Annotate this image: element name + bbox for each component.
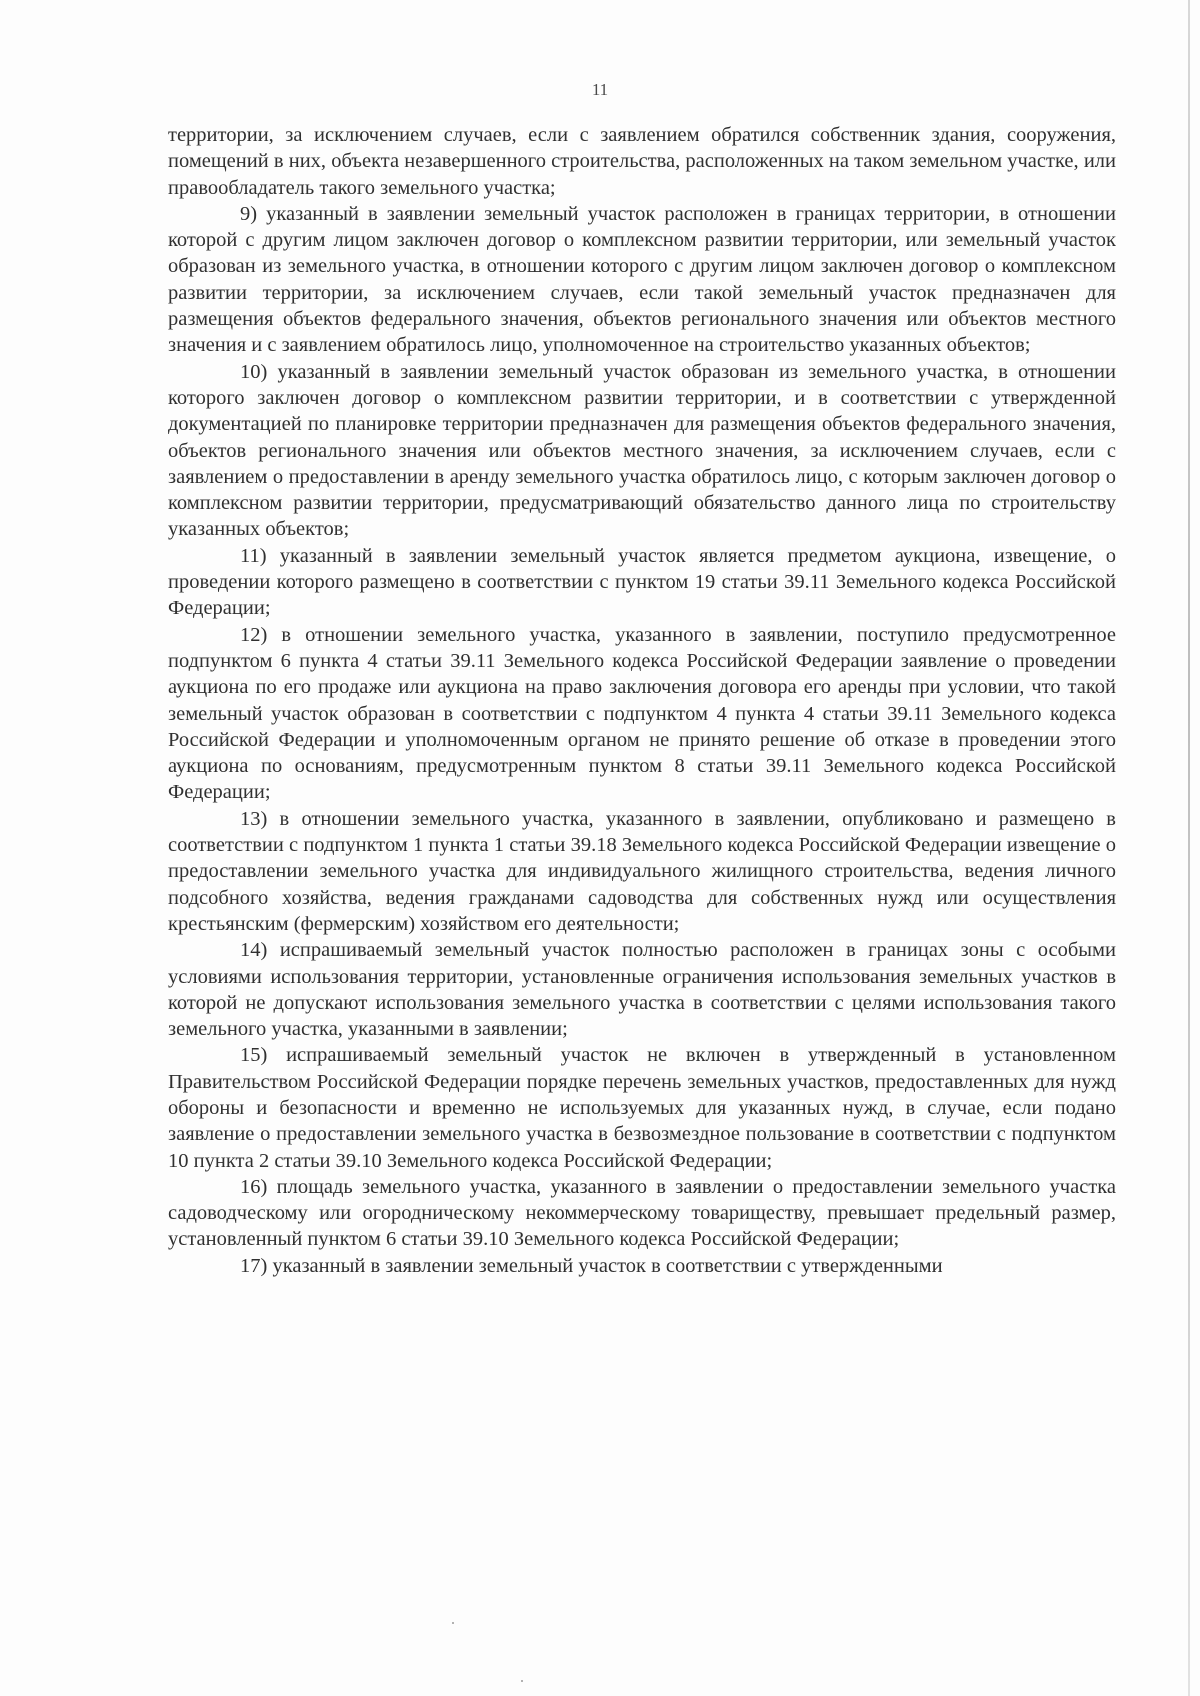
scan-edge-shadow <box>1188 0 1190 1696</box>
document-body <box>168 122 1116 1279</box>
paragraph-continuation: территории, за исключением случаев, если с заявлением обратился собственник здания, сооружения, помещений в них, объекта незавершенного строительства, расположенных на таком земельном участке, или правообладатель такого земельного участка; <box>168 124 1116 199</box>
paragraph-item-12: 12) в отношении земельного участка, указанного в заявлении, поступило предусмотренное подпунктом 6 пункта 4 статьи 39.11 Земельного кодекса Российской Федерации заявление о проведении аукциона по его продаже или аукциона на право заключения договора его аренды при условии, что такой земельный участок образован в соответствии с подпунктом 4 пункта 4 статьи 39.11 Земельного кодекса Российской Федерации и уполномоченным органом не принято решение об отказе в проведении этого аукциона по основаниям, предусмотренным пунктом 8 статьи 39.11 Земельного кодекса Российской Федерации; <box>168 623 1116 804</box>
paragraph-item-11: 11) указанный в заявлении земельный участок является предметом аукциона, извещение, о проведении которого размещено в соответствии с пунктом 19 статьи 39.11 Земельного кодекса Российской Федерации; <box>168 544 1116 620</box>
scan-speck <box>521 1680 523 1682</box>
paragraph-item-10: 10) указанный в заявлении земельный участок образован из земельного участка, в отношении которого заключен договор о комплексном развитии территории, и в соответствии с утвержденной документацией по планировке территории предназначен для размещения объектов федерального значения, объектов регионального значения или объектов местного значения, за исключением случаев, если с заявлением о предоставлении в аренду земельного участка обратилось лицо, с которым заключен договор о комплексном развитии территории, предусматривающий обязательство данного лица по строительству указанных объектов; <box>168 360 1116 541</box>
paragraph-item-15: 15) испрашиваемый земельный участок не включен в утвержденный в установленном Правительством Российской Федерации порядке перечень земельных участков, предоставленных для нужд обороны и безопасности и временно не используемых для указанных нужд, в случае, если подано заявление о предоставлении земельного участка в безвозмездное пользование в соответствии с подпунктом 10 пункта 2 статьи 39.10 Земельного кодекса Российской Федерации; <box>168 1044 1116 1172</box>
paragraph-item-17: 17) указанный в заявлении земельный участок в соответствии с утвержденными <box>240 1254 943 1277</box>
paragraph-item-14: 14) испрашиваемый земельный участок полностью расположен в границах зоны с особыми условиями использования территории, установленные ограничения использования земельных участков в которой не допускают использования земельного участка в соответствии с целями использования такого земельного участка, указанными в заявлении; <box>168 939 1116 1041</box>
paragraph-item-13: 13) в отношении земельного участка, указанного в заявлении, опубликовано и размещено в соответствии с подпунктом 1 пункта 1 статьи 39.18 Земельного кодекса Российской Федерации извещение о предоставлении земельного участка для индивидуального жилищного строительства, ведения личного подсобного хозяйства, ведения гражданами садоводства для собственных нужд или осуществления крестьянским (фермерским) хозяйством его деятельности; <box>168 807 1116 935</box>
paragraph-item-16: 16) площадь земельного участка, указанного в заявлении о предоставлении земельного участка садоводческому или огородническому некоммерческому товариществу, превышает предельный размер, установленный пунктом 6 статьи 39.10 Земельного кодекса Российской Федерации; <box>168 1175 1116 1251</box>
page-number: 11 <box>591 80 609 99</box>
scan-speck <box>452 1622 454 1624</box>
paragraph-item-9: 9) указанный в заявлении земельный участок расположен в границах территории, в отношении которой с другим лицом заключен договор о комплексном развитии территории, или земельный участок образован из земельного участка, в отношении которого с другим лицом заключен договор о комплексном развитии территории, за исключением случаев, если такой земельный участок предназначен для размещения объектов федерального значения, объектов регионального значения или объектов местного значения и с заявлением обратилось лицо, уполномоченное на строительство указанных объектов; <box>168 202 1116 357</box>
